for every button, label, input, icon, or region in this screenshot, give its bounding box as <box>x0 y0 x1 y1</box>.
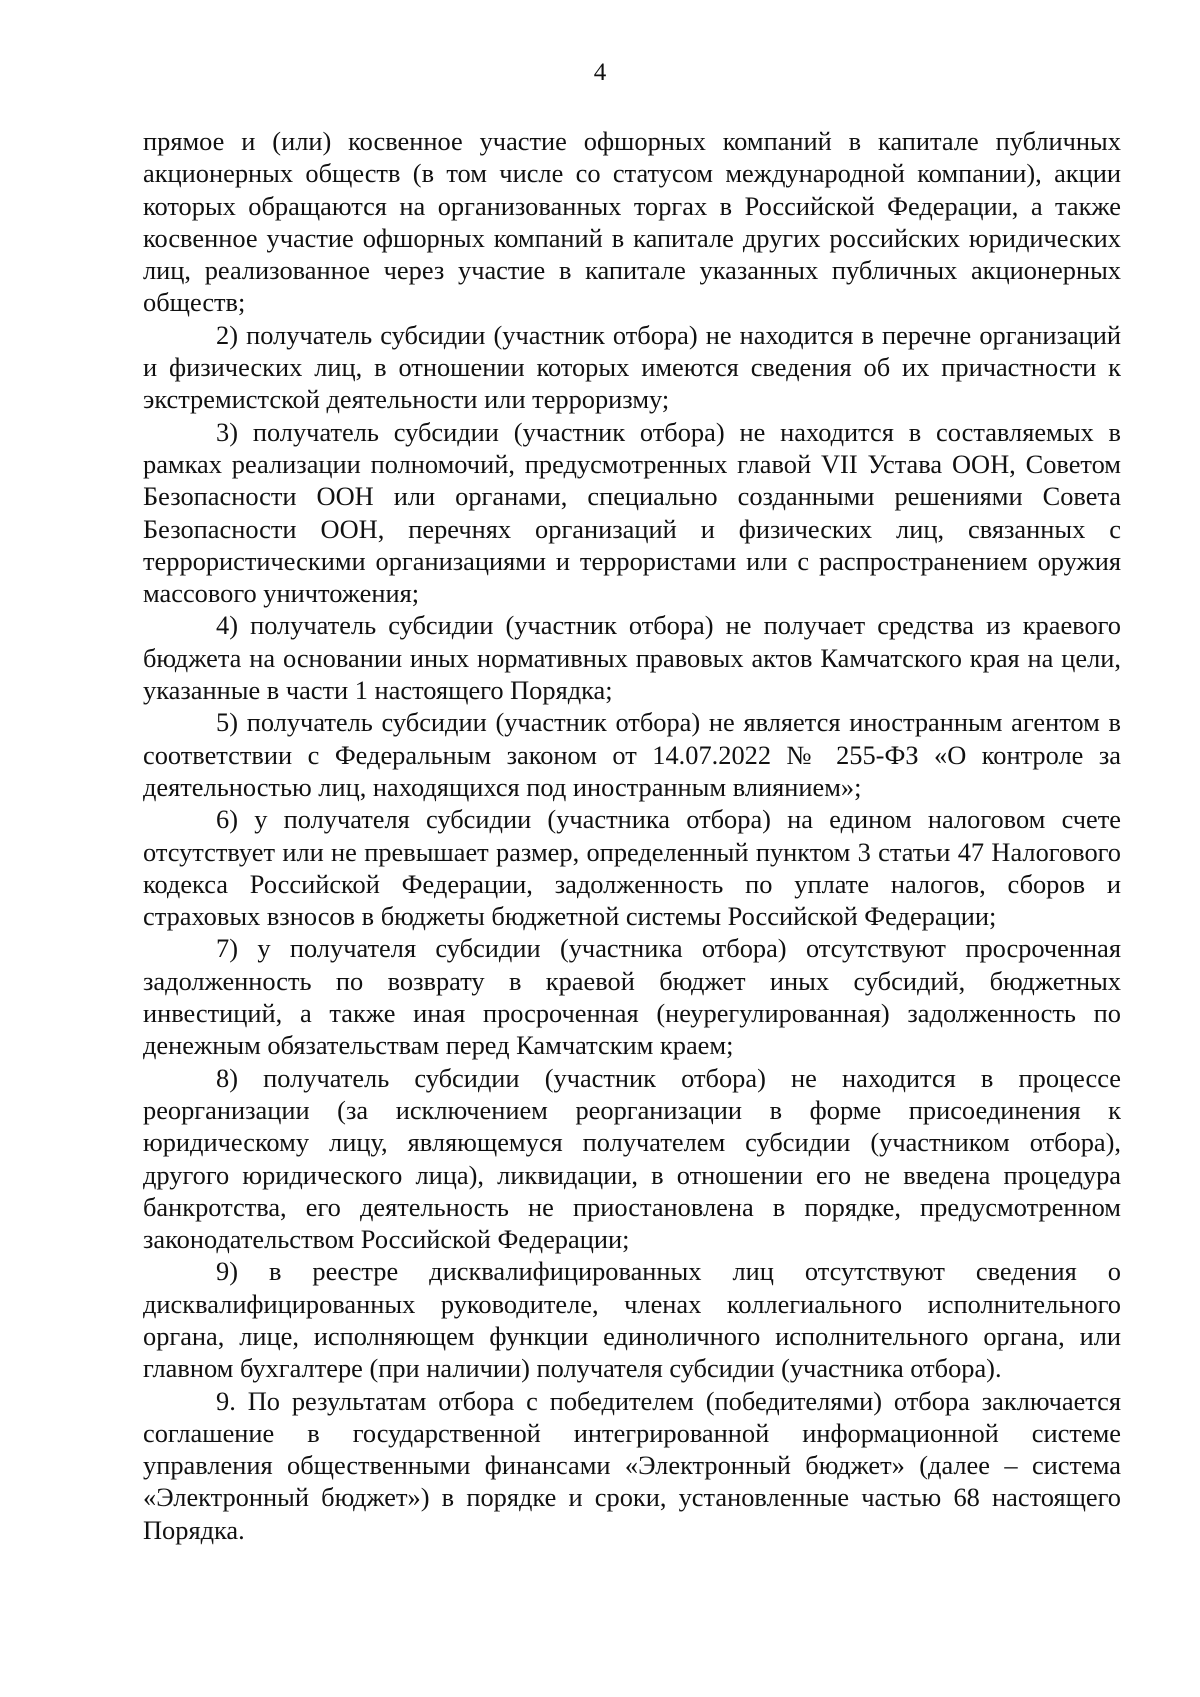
paragraph-item-4: 4) получатель субсидии (участник отбора) не получает средства из краевого бюджета на основании иных нормативных правовых актов Камчатского края на цели, указанные в части 1 настоящего Порядка; <box>143 610 1121 706</box>
paragraph-section-9: 9. По результатам отбора с победителем (победителями) отбора заключается соглашение в государственной интегрированной информационной системе управления общественными финансами «Электронный бюджет» (далее – система «Электронный бюджет») в порядке и сроки, установленные частью 68 настоящего Порядка. <box>143 1385 1121 1545</box>
paragraph-item-3: 3) получатель субсидии (участник отбора) не находится в составляемых в рамках реализации полномочий, предусмотренных главой VII Устава ООН, Советом Безопасности ООН или органами, специально созданными решениями Совета Безопасности ООН, перечнях организаций и физических лиц, связанных с террористическими организациями и террористами или с распространением оружия массового уничтожения; <box>143 416 1121 609</box>
paragraph-item-5: 5) получатель субсидии (участник отбора) не является иностранным агентом в соответствии с Федеральным законом от 14.07.2022 № 255-ФЗ «О контроле за деятельностью лиц, находящихся под иностранным влиянием»; <box>143 707 1121 802</box>
paragraph-item-8: 8) получатель субсидии (участник отбора) не находится в процессе реорганизации (за исключением реорганизации в форме присоединения к юридическому лицу, являющемуся получателем субсидии (участником отбора), другого юридического лица), ликвидации, в отношении его не введена процедура банкротства, его деятельность не приостановлена в порядке, предусмотренном законодательством Российской Федерации; <box>143 1062 1121 1255</box>
paragraph-continuation: прямое и (или) косвенное участие офшорных компаний в капитале публичных акционерных обществ (в том числе со статусом международной компании), акции которых обращаются на организованных торгах в Российской Федерации, а также косвенное участие офшорных компаний в капитале других российских юридических лиц, реализованное через участие в капитале указанных публичных акционерных обществ; <box>143 126 1121 318</box>
document-body <box>143 125 1121 1546</box>
paragraph-item-2: 2) получатель субсидии (участник отбора) не находится в перечне организаций и физических лиц, в отношении которых имеются сведения об их причастности к экстремистской деятельности или терроризму; <box>143 319 1121 415</box>
paragraph-item-6: 6) у получателя субсидии (участника отбора) на едином налоговом счете отсутствует или не превышает размер, определенный пунктом 3 статьи 47 Налогового кодекса Российской Федерации, задолженность по уплате налогов, сборов и страховых взносов в бюджеты бюджетной системы Российской Федерации; <box>143 804 1121 932</box>
paragraph-item-7: 7) у получателя субсидии (участника отбора) отсутствуют просроченная задолженность по возврату в краевой бюджет иных субсидий, бюджетных инвестиций, а также иная просроченная (неурегулированная) задолженность по денежным обязательствам перед Камчатским краем; <box>143 933 1121 1061</box>
page-number: 4 <box>593 59 607 86</box>
paragraph-item-9: 9) в реестре дисквалифицированных лиц отсутствуют сведения о дисквалифицированных руководителе, членах коллегиального исполнительного органа, лице, исполняющем функции единоличного исполнительного органа, или главном бухгалтере (при наличии) получателя субсидии (участника отбора). <box>143 1256 1121 1384</box>
